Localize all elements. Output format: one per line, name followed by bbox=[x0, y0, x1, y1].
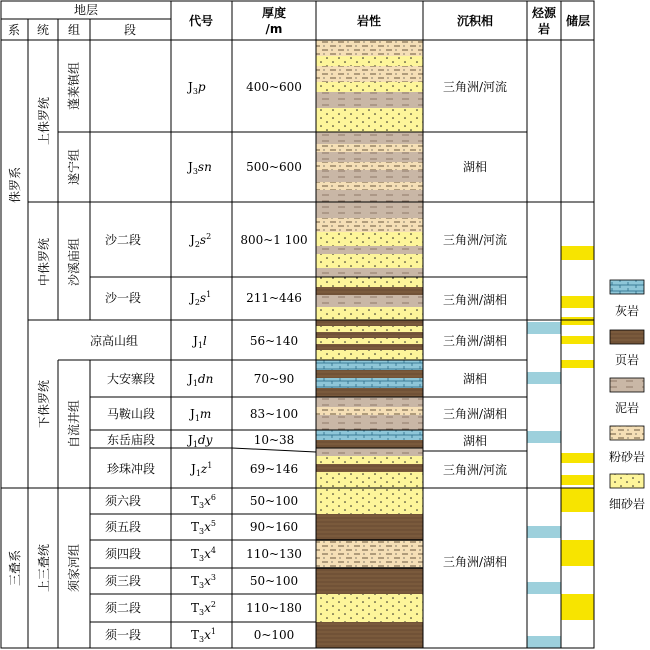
thickness-suining: 500~600 bbox=[246, 160, 302, 174]
code-xu6: $T_3x^6$ bbox=[191, 493, 216, 510]
header-thickness-unit: /m bbox=[265, 22, 283, 36]
header-thickness: 厚度 bbox=[261, 6, 287, 20]
source-rock-column bbox=[527, 322, 561, 648]
group-shaximiao: 沙溪庙组 bbox=[67, 237, 81, 287]
system-triassic: 三叠系 bbox=[8, 549, 22, 587]
member-xu2: 须二段 bbox=[104, 601, 142, 615]
code-daanzhai: $J_1dn$ bbox=[188, 372, 214, 388]
legend-swatch-finesand bbox=[610, 474, 644, 488]
series-upper-jurassic: 上侏罗统 bbox=[37, 96, 51, 146]
header-source-rock: 烃源 bbox=[531, 6, 557, 20]
group-xujiahe: 须家河组 bbox=[67, 543, 81, 593]
code-xu2: $T_3x^2$ bbox=[191, 600, 216, 617]
legend-label-finesand: 细砂岩 bbox=[608, 497, 646, 511]
thickness-maanshan: 83~100 bbox=[249, 407, 299, 421]
legend-swatch-shale bbox=[610, 330, 644, 344]
code-dongyuemiao: $J_1dy$ bbox=[188, 433, 213, 449]
member-zhenzhuchong: 珍珠冲段 bbox=[106, 462, 156, 476]
thickness-xu5: 90~160 bbox=[249, 520, 299, 534]
code-suining: $J_3sn$ bbox=[188, 160, 212, 176]
thickness-xu3: 50~100 bbox=[249, 574, 299, 588]
code-zhenzhuchong: $J_1z^1$ bbox=[191, 461, 213, 478]
member-xu1: 须一段 bbox=[104, 628, 142, 642]
facies-penglaizhen: 三角洲/河流 bbox=[442, 80, 508, 94]
group-suining: 遂宁组 bbox=[67, 148, 81, 186]
vertical-labels bbox=[7, 62, 81, 592]
legend-swatch-siltstone bbox=[610, 426, 644, 440]
facies-lianggaoshan: 三角洲/湖相 bbox=[442, 334, 508, 348]
member-xu4: 须四段 bbox=[104, 547, 142, 561]
facies-sha1: 三角洲/湖相 bbox=[442, 293, 508, 307]
thickness-lianggaoshan: 56~140 bbox=[249, 334, 299, 348]
thickness-xu2: 110~180 bbox=[246, 601, 302, 615]
facies-suining: 湖相 bbox=[462, 160, 488, 174]
thickness-xu4: 110~130 bbox=[246, 547, 302, 561]
header-member: 段 bbox=[123, 23, 137, 37]
thickness-penglaizhen: 400~600 bbox=[246, 80, 302, 94]
member-xu6: 须六段 bbox=[104, 494, 142, 508]
code-lianggaoshan: $J_1l$ bbox=[193, 334, 207, 350]
facies-column bbox=[443, 79, 507, 569]
header-strata: 地层 bbox=[73, 3, 99, 17]
legend-label-mudstone: 泥岩 bbox=[614, 401, 640, 415]
facies-maanshan: 三角洲/湖相 bbox=[442, 407, 508, 421]
facies-xujiahe: 三角洲/湖相 bbox=[442, 555, 508, 569]
thickness-sha2: 800~1 100 bbox=[240, 233, 308, 247]
header-series: 统 bbox=[36, 23, 50, 37]
series-upper-triassic: 上三叠统 bbox=[37, 543, 51, 593]
header-facies: 沉积相 bbox=[456, 14, 494, 28]
code-xu1: $T_3x^1$ bbox=[191, 627, 216, 644]
group-ziliujing: 自流井组 bbox=[67, 399, 81, 449]
code-column bbox=[186, 80, 216, 644]
member-sha1: 沙一段 bbox=[104, 291, 142, 305]
member-xu3: 须三段 bbox=[104, 574, 142, 588]
header-group: 组 bbox=[67, 23, 81, 37]
header-code: 代号 bbox=[188, 14, 214, 28]
thickness-daanzhai: 70~90 bbox=[253, 372, 295, 386]
legend-swatch-mudstone bbox=[610, 378, 644, 392]
code-sha1: $J_2s^1$ bbox=[190, 290, 212, 307]
code-sha2: $J_2s^2$ bbox=[190, 232, 212, 249]
legend-label-shale: 页岩 bbox=[614, 353, 640, 367]
facies-zhenzhuchong: 三角洲/河流 bbox=[442, 463, 508, 477]
header-reservoir: 储层 bbox=[565, 14, 591, 28]
legend-swatch-limestone bbox=[610, 280, 644, 294]
thickness-sha1: 211~446 bbox=[246, 291, 302, 305]
group-penglaizhen: 蓬莱镇组 bbox=[67, 61, 81, 111]
thickness-zhenzhuchong: 69~146 bbox=[249, 462, 299, 476]
series-lower-jurassic: 下侏罗统 bbox=[37, 379, 51, 429]
code-xu3: $T_3x^3$ bbox=[191, 573, 216, 590]
member-maanshan: 马鞍山段 bbox=[106, 407, 156, 421]
series-middle-jurassic: 中侏罗统 bbox=[37, 237, 51, 287]
thickness-xu6: 50~100 bbox=[249, 494, 299, 508]
member-xu5: 须五段 bbox=[104, 520, 142, 534]
thickness-xu1: 0~100 bbox=[253, 628, 295, 642]
thickness-dongyuemiao: 10~38 bbox=[253, 433, 295, 447]
header-source-rock-2: 岩 bbox=[537, 22, 551, 36]
lithology-column bbox=[316, 40, 423, 648]
code-xu4: $T_3x^4$ bbox=[191, 546, 216, 563]
header-system: 系 bbox=[7, 23, 21, 37]
code-maanshan: $J_1m$ bbox=[190, 407, 212, 423]
group-lianggaoshan: 凉高山组 bbox=[89, 334, 139, 348]
thickness-column bbox=[240, 80, 307, 642]
legend bbox=[609, 280, 645, 511]
reservoir-column bbox=[561, 246, 594, 620]
code-penglaizhen: $J_3p$ bbox=[188, 80, 206, 96]
legend-label-siltstone: 粉砂岩 bbox=[608, 450, 646, 464]
code-xu5: $T_3x^5$ bbox=[191, 519, 216, 536]
legend-label-limestone: 灰岩 bbox=[614, 304, 640, 318]
header-lithology: 岩性 bbox=[356, 14, 382, 28]
facies-sha2: 三角洲/河流 bbox=[442, 233, 508, 247]
member-sha2: 沙二段 bbox=[104, 233, 142, 247]
facies-daanzhai: 湖相 bbox=[462, 372, 488, 386]
member-dongyuemiao: 东岳庙段 bbox=[106, 433, 156, 447]
member-names bbox=[90, 232, 155, 642]
member-daanzhai: 大安寨段 bbox=[106, 372, 156, 386]
facies-dongyuemiao: 湖相 bbox=[462, 434, 488, 448]
system-jurassic: 侏罗系 bbox=[8, 166, 22, 204]
